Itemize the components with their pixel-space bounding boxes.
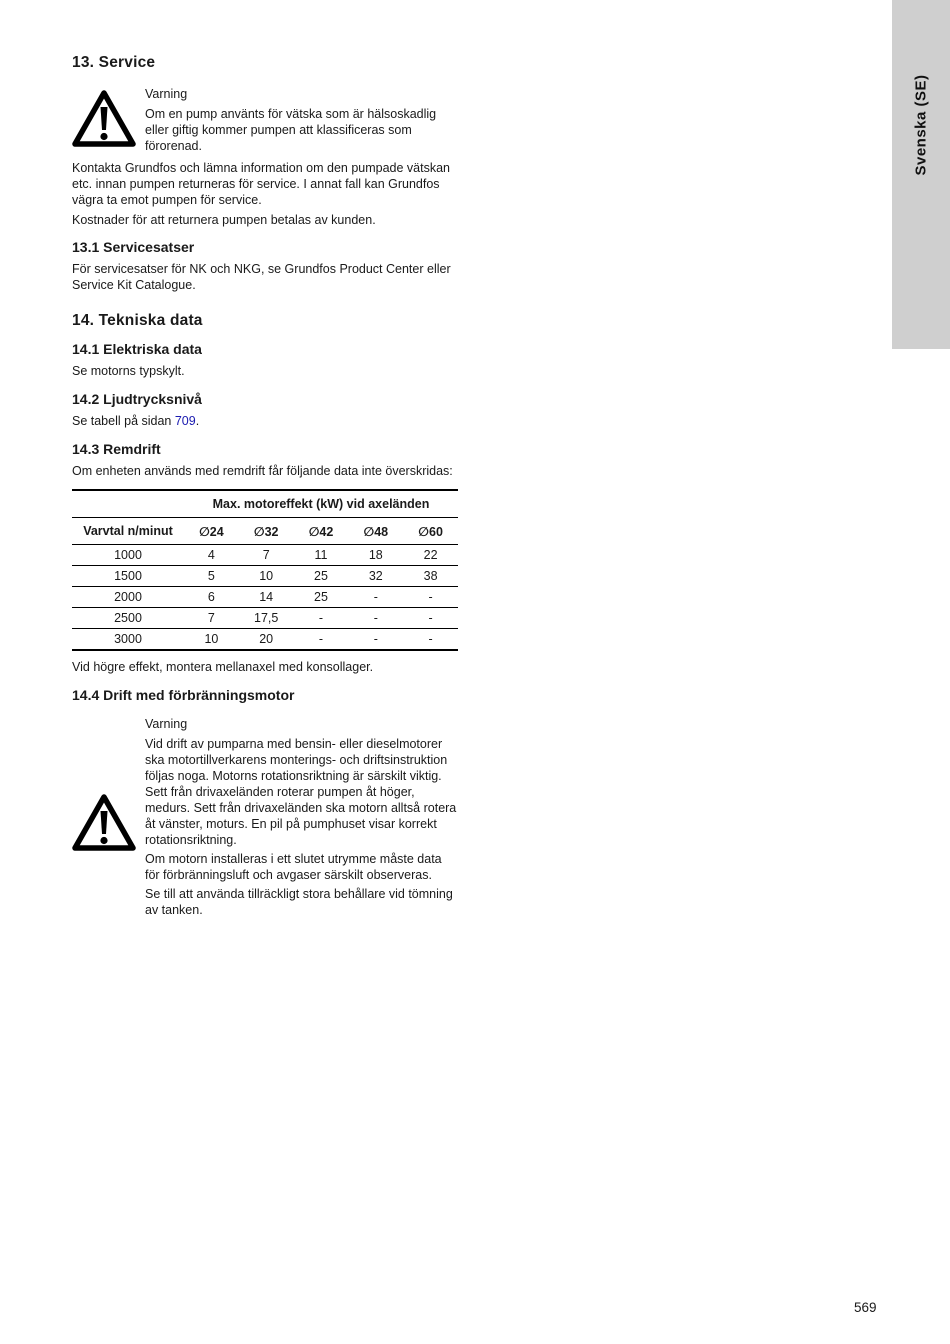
table-cell: 4 bbox=[184, 545, 239, 566]
table-cell: 10 bbox=[184, 629, 239, 651]
table-cell: 6 bbox=[184, 587, 239, 608]
warning-block-engine bbox=[72, 716, 458, 921]
section-14-2-title: 14.2 Ljudtrycksnivå bbox=[72, 391, 202, 407]
table-cell: - bbox=[348, 587, 403, 608]
table-cell: 7 bbox=[239, 545, 294, 566]
table-cell: 20 bbox=[239, 629, 294, 651]
table-column-header: ∅48 bbox=[348, 518, 403, 545]
service-paragraph-1: Kontakta Grundfos och lämna information om den pumpade vätskan etc. innan pumpen returneras för service. I annat fall kan Grundfos vägra ta emot pumpen för service. bbox=[72, 161, 450, 207]
table-row bbox=[72, 545, 458, 566]
section-13-1-title: 13.1 Servicesatser bbox=[72, 239, 195, 255]
table-cell: 1000 bbox=[72, 545, 184, 566]
table-cell: 2500 bbox=[72, 608, 184, 629]
table-group-header: Max. motoreffekt (kW) vid axeländen bbox=[184, 490, 458, 518]
table-cell: - bbox=[403, 629, 458, 651]
table-cell: - bbox=[348, 608, 403, 629]
table-cell: 3000 bbox=[72, 629, 184, 651]
table-cell: 32 bbox=[348, 566, 403, 587]
table-cell: - bbox=[403, 608, 458, 629]
table-cell: 18 bbox=[348, 545, 403, 566]
warning-icon bbox=[72, 794, 136, 852]
section-13-title: 13. Service bbox=[72, 54, 156, 71]
table-row bbox=[72, 629, 458, 651]
table-column-header: ∅60 bbox=[403, 518, 458, 545]
language-tab-label: Svenska (SE) bbox=[912, 74, 930, 176]
table-column-header: ∅32 bbox=[239, 518, 294, 545]
servicesatser-paragraph: För servicesatser för NK och NKG, se Grundfos Product Center eller Service Kit Catalogue. bbox=[72, 262, 451, 292]
table-cell: 38 bbox=[403, 566, 458, 587]
section-14-4-title: 14.4 Drift med förbränningsmotor bbox=[72, 687, 295, 703]
elektriska-paragraph: Se motorns typskylt. bbox=[72, 364, 185, 378]
warning-paragraph-2: Om motorn installeras i ett slutet utrymme måste data för förbränningsluft och avgaser särskilt observeras. bbox=[145, 852, 442, 882]
page-number: 569 bbox=[854, 1300, 877, 1315]
table-row bbox=[72, 587, 458, 608]
remdrift-paragraph: Om enheten används med remdrift får följande data inte överskridas: bbox=[72, 464, 453, 478]
warning-block-service bbox=[72, 86, 458, 157]
table-cell: 2000 bbox=[72, 587, 184, 608]
table-cell: 17,5 bbox=[239, 608, 294, 629]
warning-icon bbox=[72, 90, 136, 148]
section-14-3-title: 14.3 Remdrift bbox=[72, 441, 161, 457]
table-cell: 11 bbox=[294, 545, 349, 566]
warning-paragraph-3: Se till att använda tillräckligt stora behållare vid tömning av tanken. bbox=[145, 887, 453, 917]
warning-paragraph-1: Vid drift av pumparna med bensin- eller dieselmotorer ska motortillverkarens monterings- och driftsinstruktion följas noga. Motorns rotationsriktning är särskilt viktig. Sett från drivaxeländen roterar pumpen åt höger, medurs. Sett från drivaxeländen ska motorn alltså rotera åt vänster, moturs. En pil på pumphuset visar korrekt rotationsriktning. bbox=[145, 737, 457, 847]
table-cell: 25 bbox=[294, 566, 349, 587]
table-cell: - bbox=[403, 587, 458, 608]
table-cell: - bbox=[294, 629, 349, 651]
table-cell: 7 bbox=[184, 608, 239, 629]
section-14-1-title: 14.1 Elektriska data bbox=[72, 341, 202, 357]
table-cell: 22 bbox=[403, 545, 458, 566]
table-column-header: ∅24 bbox=[184, 518, 239, 545]
page-reference-link[interactable]: 709 bbox=[174, 414, 196, 428]
table-cell: 1500 bbox=[72, 566, 184, 587]
motor-power-table bbox=[72, 489, 458, 651]
service-paragraph-2: Kostnader för att returnera pumpen betalas av kunden. bbox=[72, 213, 376, 227]
warning-label: Varning bbox=[145, 717, 188, 731]
table-cell: - bbox=[294, 608, 349, 629]
warning-label: Varning bbox=[145, 87, 188, 101]
section-14-title: 14. Tekniska data bbox=[72, 312, 203, 329]
table-row bbox=[72, 608, 458, 629]
table-cell: - bbox=[348, 629, 403, 651]
table-row bbox=[72, 566, 458, 587]
table-column-header: ∅42 bbox=[294, 518, 349, 545]
language-tab bbox=[892, 0, 950, 349]
table-cell: 10 bbox=[239, 566, 294, 587]
ljudtryck-paragraph: Se tabell på sidan 709. bbox=[72, 414, 200, 428]
table-cell: 5 bbox=[184, 566, 239, 587]
table-cell: 14 bbox=[239, 587, 294, 608]
remdrift-note: Vid högre effekt, montera mellanaxel med konsollager. bbox=[72, 660, 374, 674]
table-cell: 25 bbox=[294, 587, 349, 608]
table-row-header: Varvtal n/minut bbox=[72, 518, 184, 545]
page-content bbox=[72, 54, 458, 924]
warning-text: Om en pump använts för vätska som är hälsoskadlig eller giftig kommer pumpen att klassificeras som förorenad. bbox=[145, 107, 437, 153]
